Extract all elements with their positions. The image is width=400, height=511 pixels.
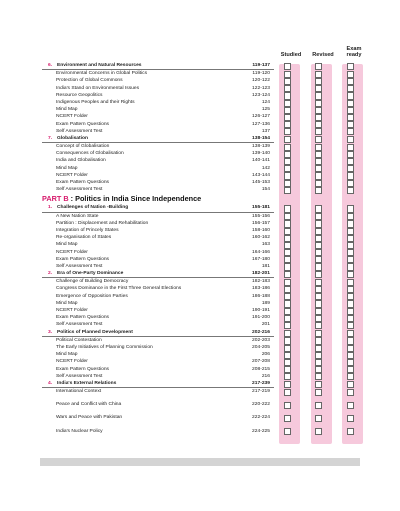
- studied-checkbox[interactable]: [284, 205, 291, 212]
- revised-checkbox[interactable]: [315, 213, 322, 220]
- page-range: 145-153: [252, 180, 270, 185]
- topic-row: [42, 366, 274, 373]
- part-title-text: : Politics in India Since Independence: [68, 194, 202, 204]
- exam-ready-checkbox[interactable]: [347, 256, 354, 263]
- revised-checkbox[interactable]: [315, 322, 322, 329]
- page-range: 143-144: [252, 172, 270, 178]
- revised-checkbox[interactable]: [315, 359, 322, 366]
- page-range: 119-137: [252, 63, 270, 68]
- exam-ready-checkbox[interactable]: [347, 136, 354, 143]
- topic-title: NCERT Folder: [56, 172, 88, 178]
- page-range: 139-140: [252, 151, 270, 157]
- studied-checkbox[interactable]: [284, 381, 291, 388]
- topic-title: Indigenous Peoples and their Rights: [56, 99, 135, 105]
- header-studied: Studied: [280, 52, 302, 58]
- topic-title: Re-organisation of States: [56, 235, 112, 241]
- revised-checkbox[interactable]: [315, 381, 322, 388]
- studied-checkbox[interactable]: [284, 279, 291, 286]
- topic-row: [42, 241, 274, 248]
- studied-checkbox[interactable]: [284, 187, 291, 194]
- exam-ready-checkbox[interactable]: [347, 71, 354, 78]
- topic-title: Peace and Conflict with China: [56, 402, 122, 408]
- studied-checkbox[interactable]: [284, 228, 291, 235]
- exam-ready-checkbox[interactable]: [347, 220, 354, 227]
- studied-checkbox[interactable]: [284, 389, 291, 396]
- topic-title: Mind Map: [56, 242, 78, 248]
- exam-ready-checkbox[interactable]: [347, 205, 354, 212]
- chapter-title: Globalisation: [57, 135, 88, 141]
- page-range: 120-122: [252, 78, 270, 84]
- chapter-number: 4.: [48, 380, 53, 386]
- topic-row: [42, 186, 274, 193]
- topic-title: Mind Map: [56, 352, 78, 358]
- studied-checkbox[interactable]: [284, 180, 291, 187]
- page-range: 217-239: [252, 380, 270, 386]
- page-range: 182-183: [252, 279, 270, 285]
- revised-checkbox[interactable]: [315, 373, 322, 380]
- topic-row: [42, 150, 274, 157]
- revised-checkbox[interactable]: [315, 293, 322, 300]
- page-range: 154: [261, 187, 270, 193]
- studied-checkbox[interactable]: [284, 172, 291, 179]
- page-range: 123-124: [252, 92, 270, 98]
- page-range: 182-201: [252, 271, 270, 277]
- exam-ready-checkbox[interactable]: [347, 359, 354, 366]
- page-range: 155-156: [252, 213, 270, 219]
- topic-title: Protection of Global Commons: [56, 78, 123, 84]
- exam-ready-checkbox[interactable]: [347, 345, 354, 352]
- page-range: 164-166: [252, 249, 270, 255]
- studied-checkbox[interactable]: [284, 151, 291, 158]
- topic-row: [42, 143, 274, 150]
- chapter-number: 6.: [48, 63, 53, 68]
- page-range: 190-191: [252, 308, 270, 313]
- exam-ready-checkbox[interactable]: [347, 144, 354, 151]
- topic-row: [42, 70, 274, 77]
- topic-row: [42, 213, 274, 220]
- topic-title: Wars and Peace with Pakistan: [56, 415, 123, 421]
- topic-row: [42, 234, 274, 241]
- revised-checkbox[interactable]: [315, 256, 322, 263]
- topic-row: [42, 227, 274, 234]
- studied-checkbox[interactable]: [284, 352, 291, 359]
- exam-ready-checkbox[interactable]: [347, 300, 354, 307]
- topic-row: [42, 220, 274, 227]
- page-range: 222-224: [252, 415, 270, 421]
- revised-checkbox[interactable]: [315, 180, 322, 187]
- exam-ready-checkbox[interactable]: [347, 78, 354, 85]
- topic-title: Consequences of Globalisation: [56, 151, 124, 157]
- topic-row: [42, 321, 274, 328]
- exam-ready-checkbox[interactable]: [347, 114, 354, 121]
- page-range: 207-208: [252, 359, 270, 365]
- topic-row: [42, 179, 274, 186]
- studied-checkbox[interactable]: [284, 322, 291, 329]
- exam-ready-checkbox[interactable]: [347, 315, 354, 322]
- exam-ready-checkbox[interactable]: [347, 121, 354, 128]
- topic-title: Self Assessment Test: [56, 128, 103, 134]
- revised-checkbox[interactable]: [315, 107, 322, 114]
- topic-title: International Context: [56, 389, 102, 395]
- page-range: 224-225: [252, 428, 270, 434]
- chapter-title: India's External Relations: [57, 380, 117, 386]
- topic-row: [42, 128, 274, 135]
- chapter-row: [42, 380, 274, 388]
- revised-checkbox[interactable]: [315, 187, 322, 194]
- header-exam-ready: [337, 46, 371, 58]
- studied-checkbox[interactable]: [284, 263, 291, 270]
- page-range: 204-205: [252, 344, 270, 350]
- studied-checkbox[interactable]: [284, 165, 291, 172]
- revised-checkbox[interactable]: [315, 279, 322, 286]
- topic-row: [42, 263, 274, 270]
- page-range: 124: [261, 99, 270, 105]
- exam-ready-checkbox[interactable]: [347, 249, 354, 256]
- topic-row: [42, 121, 274, 128]
- page-range: 140-141: [252, 158, 270, 164]
- revised-checkbox[interactable]: [315, 100, 322, 107]
- page-range: 186-188: [252, 293, 270, 299]
- studied-checkbox[interactable]: [284, 286, 291, 293]
- topic-title: Mind Map: [56, 165, 78, 171]
- chapter-title: Environment and Natural Resources: [57, 63, 142, 68]
- exam-ready-checkbox[interactable]: [347, 286, 354, 293]
- exam-ready-checkbox[interactable]: [347, 235, 354, 242]
- studied-checkbox[interactable]: [284, 373, 291, 380]
- topic-row: [42, 172, 274, 179]
- exam-ready-checkbox[interactable]: [347, 128, 354, 135]
- revised-checkbox[interactable]: [315, 220, 322, 227]
- chapter-title: Era of One-Party Dominance: [57, 271, 124, 277]
- table-of-contents: [42, 62, 274, 435]
- chapter-row: [42, 62, 274, 70]
- exam-ready-checkbox[interactable]: [347, 293, 354, 300]
- page-range: 160-162: [252, 235, 270, 241]
- topic-row: [42, 256, 274, 263]
- topic-row: [42, 344, 274, 351]
- topic-title: India and Globalisation: [56, 158, 106, 164]
- topic-row: [42, 165, 274, 172]
- page-range: 138-154: [252, 135, 270, 141]
- topic-title: India's Stand on Environmental Issues: [56, 85, 140, 91]
- revised-checkbox[interactable]: [315, 315, 322, 322]
- topic-title: India's Nuclear Policy: [56, 428, 103, 434]
- studied-checkbox[interactable]: [284, 337, 291, 344]
- topic-row: [42, 77, 274, 84]
- studied-checkbox[interactable]: [284, 213, 291, 220]
- topic-title: Resource Geopolitics: [56, 92, 103, 98]
- topic-row: [42, 428, 274, 435]
- page-range: 156-157: [252, 220, 270, 226]
- topic-title: Self Assessment Test: [56, 322, 103, 328]
- topic-title: Exam Pattern Questions: [56, 256, 110, 262]
- studied-checkbox[interactable]: [284, 158, 291, 165]
- page-range: 158-160: [252, 227, 270, 233]
- topic-row: [42, 307, 274, 314]
- topic-title: Integration of Princely States: [56, 227, 119, 233]
- studied-checkbox[interactable]: [284, 136, 291, 143]
- exam-ready-checkbox[interactable]: [347, 415, 354, 422]
- page-range: 137: [261, 128, 270, 134]
- page-range: 202-203: [252, 337, 270, 343]
- revised-checkbox[interactable]: [315, 402, 322, 409]
- page-range: 202-216: [252, 329, 270, 335]
- exam-ready-checkbox[interactable]: [347, 322, 354, 329]
- revised-checkbox[interactable]: [315, 415, 322, 422]
- revised-checkbox[interactable]: [315, 352, 322, 359]
- studied-checkbox[interactable]: [284, 345, 291, 352]
- topic-row: [42, 113, 274, 120]
- exam-ready-checkbox[interactable]: [347, 352, 354, 359]
- studied-checkbox[interactable]: [284, 114, 291, 121]
- studied-checkbox[interactable]: [284, 71, 291, 78]
- footer-bar: [40, 458, 360, 466]
- topic-title: Mind Map: [56, 300, 78, 306]
- exam-ready-checkbox[interactable]: [347, 100, 354, 107]
- studied-checkbox[interactable]: [284, 366, 291, 373]
- exam-ready-checkbox[interactable]: [347, 180, 354, 187]
- exam-ready-checkbox[interactable]: [347, 428, 354, 435]
- page-range: 206: [261, 352, 270, 358]
- topic-row: [42, 300, 274, 307]
- page-range: 216: [261, 373, 270, 379]
- page-range: 127-136: [252, 121, 270, 127]
- topic-title: Self Assessment Test: [56, 373, 103, 379]
- studied-checkbox[interactable]: [284, 428, 291, 435]
- revised-checkbox[interactable]: [315, 389, 322, 396]
- header-exam-ready-line2: ready: [346, 52, 362, 58]
- topic-title: Exam Pattern Questions: [56, 366, 110, 372]
- studied-checkbox[interactable]: [284, 63, 291, 70]
- exam-ready-checkbox[interactable]: [347, 85, 354, 92]
- topic-row: [42, 92, 274, 99]
- topic-title: Self Assessment Test: [56, 187, 103, 193]
- topic-title: Congress Dominance in the First Three General Elections: [56, 286, 182, 292]
- exam-ready-checkbox[interactable]: [347, 389, 354, 396]
- page-range: 122-123: [252, 85, 270, 91]
- studied-checkbox[interactable]: [284, 271, 291, 278]
- topic-title: NCERT Folder: [56, 359, 88, 365]
- topic-row: [42, 249, 274, 256]
- page-range: 119-120: [252, 71, 270, 77]
- studied-checkbox[interactable]: [284, 256, 291, 263]
- chapter-title: Challenges of Nation -Building: [57, 205, 129, 211]
- page-range: 138-139: [252, 144, 270, 150]
- chapter-number: 1.: [48, 205, 53, 211]
- revised-checkbox[interactable]: [315, 308, 322, 315]
- revised-checkbox[interactable]: [315, 271, 322, 278]
- revised-checkbox[interactable]: [315, 144, 322, 151]
- topic-title: Concept of Globalisation: [56, 144, 110, 150]
- topic-title: Challenge of Building Democracy: [56, 279, 129, 285]
- exam-ready-checkbox[interactable]: [347, 308, 354, 315]
- studied-checkbox[interactable]: [284, 359, 291, 366]
- chapter-number: 2.: [48, 271, 53, 277]
- topic-title: A New Nation State: [56, 213, 99, 219]
- studied-checkbox[interactable]: [284, 121, 291, 128]
- exam-ready-checkbox[interactable]: [347, 158, 354, 165]
- revised-checkbox[interactable]: [315, 63, 322, 70]
- topic-row: [42, 337, 274, 344]
- revised-checkbox[interactable]: [315, 249, 322, 256]
- exam-ready-checkbox[interactable]: [347, 337, 354, 344]
- revised-checkbox[interactable]: [315, 151, 322, 158]
- revised-checkbox[interactable]: [315, 345, 322, 352]
- page-range: 189: [261, 300, 270, 306]
- exam-ready-checkbox[interactable]: [347, 228, 354, 235]
- revised-checkbox[interactable]: [315, 165, 322, 172]
- exam-ready-checkbox[interactable]: [347, 63, 354, 70]
- studied-checkbox[interactable]: [284, 293, 291, 300]
- exam-ready-checkbox[interactable]: [347, 107, 354, 114]
- studied-checkbox[interactable]: [284, 85, 291, 92]
- topic-row: [42, 414, 274, 421]
- exam-ready-checkbox[interactable]: [347, 187, 354, 194]
- studied-checkbox[interactable]: [284, 144, 291, 151]
- revised-checkbox[interactable]: [315, 85, 322, 92]
- header-revised: Revised: [312, 52, 334, 58]
- revised-checkbox[interactable]: [315, 136, 322, 143]
- revised-checkbox[interactable]: [315, 286, 322, 293]
- topic-title: NCERT Folder: [56, 249, 88, 255]
- exam-ready-checkbox[interactable]: [347, 366, 354, 373]
- topic-title: Self Assessment Test: [56, 263, 103, 269]
- topic-title: Exam Pattern Questions: [56, 121, 110, 127]
- studied-checkbox[interactable]: [284, 402, 291, 409]
- exam-ready-checkbox[interactable]: [347, 381, 354, 388]
- studied-checkbox[interactable]: [284, 308, 291, 315]
- topic-row: [42, 314, 274, 321]
- studied-checkbox[interactable]: [284, 220, 291, 227]
- page-range: 201: [261, 322, 270, 328]
- studied-checkbox[interactable]: [284, 249, 291, 256]
- exam-ready-checkbox[interactable]: [347, 402, 354, 409]
- topic-row: [42, 106, 274, 113]
- revised-checkbox[interactable]: [315, 242, 322, 249]
- revised-checkbox[interactable]: [315, 428, 322, 435]
- topic-row: [42, 157, 274, 164]
- chapter-number: 3.: [48, 329, 53, 335]
- topic-row: [42, 278, 274, 285]
- revised-checkbox[interactable]: [315, 228, 322, 235]
- exam-ready-checkbox[interactable]: [347, 151, 354, 158]
- page-range: 191-200: [252, 315, 270, 321]
- topic-row: [42, 401, 274, 408]
- studied-checkbox[interactable]: [284, 415, 291, 422]
- exam-ready-checkbox[interactable]: [347, 263, 354, 270]
- chapter-row: [42, 135, 274, 143]
- studied-checkbox[interactable]: [284, 107, 291, 114]
- topic-row: [42, 388, 274, 395]
- page-range: 155-181: [252, 205, 270, 211]
- topic-title: Partition : Displacement and Rehabilitation: [56, 220, 149, 226]
- topic-title: NCERT Folder: [56, 308, 88, 313]
- exam-ready-checkbox[interactable]: [347, 279, 354, 286]
- exam-ready-checkbox[interactable]: [347, 330, 354, 337]
- studied-checkbox[interactable]: [284, 242, 291, 249]
- page-range: 142: [261, 165, 270, 171]
- topic-row: [42, 99, 274, 106]
- part-title: [42, 194, 201, 204]
- topic-row: [42, 373, 274, 380]
- studied-checkbox[interactable]: [284, 92, 291, 99]
- revised-checkbox[interactable]: [315, 121, 322, 128]
- exam-ready-checkbox[interactable]: [347, 165, 354, 172]
- chapter-number: 7.: [48, 135, 53, 141]
- topic-title: Political Contestation: [56, 337, 102, 343]
- topic-row: [42, 351, 274, 358]
- topic-row: [42, 293, 274, 300]
- page-range: 126-127: [252, 114, 270, 120]
- page-range: 208-215: [252, 366, 270, 372]
- topic-row: [42, 85, 274, 92]
- topic-title: Environmental Concerns in Global Politics: [56, 71, 148, 77]
- exam-ready-checkbox[interactable]: [347, 172, 354, 179]
- revised-checkbox[interactable]: [315, 128, 322, 135]
- revised-checkbox[interactable]: [315, 114, 322, 121]
- revised-checkbox[interactable]: [315, 337, 322, 344]
- revised-checkbox[interactable]: [315, 92, 322, 99]
- revised-checkbox[interactable]: [315, 235, 322, 242]
- chapter-title: Politics of Planned Development: [57, 329, 133, 335]
- page-range: 167-180: [252, 256, 270, 262]
- topic-title: The Early Initiatives of Planning Commission: [56, 344, 153, 350]
- page-range: 217-219: [252, 389, 270, 395]
- page-range: 183-186: [252, 286, 270, 292]
- exam-ready-checkbox[interactable]: [347, 271, 354, 278]
- studied-checkbox[interactable]: [284, 128, 291, 135]
- chapter-row: [42, 329, 274, 337]
- revised-checkbox[interactable]: [315, 300, 322, 307]
- part-heading: [42, 194, 274, 204]
- revised-checkbox[interactable]: [315, 330, 322, 337]
- chapter-row: [42, 204, 274, 212]
- topic-row: [42, 285, 274, 292]
- studied-checkbox[interactable]: [284, 300, 291, 307]
- part-label: PART B: [42, 194, 69, 204]
- header-exam-ready-line1: Exam: [346, 46, 362, 52]
- revised-checkbox[interactable]: [315, 158, 322, 165]
- revised-checkbox[interactable]: [315, 205, 322, 212]
- studied-checkbox[interactable]: [284, 330, 291, 337]
- chapter-row: [42, 270, 274, 278]
- revised-checkbox[interactable]: [315, 366, 322, 373]
- revised-checkbox[interactable]: [315, 71, 322, 78]
- studied-checkbox[interactable]: [284, 235, 291, 242]
- topic-title: Exam Pattern Questions: [56, 315, 110, 321]
- topic-title: Emergence of Opposition Parties: [56, 293, 128, 299]
- page-range: 163: [261, 242, 270, 248]
- exam-ready-checkbox[interactable]: [347, 242, 354, 249]
- page-range: 125: [261, 107, 270, 113]
- revised-checkbox[interactable]: [315, 263, 322, 270]
- exam-ready-checkbox[interactable]: [347, 373, 354, 380]
- studied-checkbox[interactable]: [284, 78, 291, 85]
- page-range: 220-222: [252, 402, 270, 408]
- exam-ready-checkbox[interactable]: [347, 213, 354, 220]
- studied-checkbox[interactable]: [284, 315, 291, 322]
- page-range: 181: [261, 263, 270, 269]
- topic-title: NCERT Folder: [56, 114, 88, 120]
- exam-ready-checkbox[interactable]: [347, 92, 354, 99]
- revised-checkbox[interactable]: [315, 172, 322, 179]
- topic-title: Exam Pattern Questions: [56, 180, 110, 185]
- studied-checkbox[interactable]: [284, 100, 291, 107]
- topic-title: Mind Map: [56, 107, 78, 113]
- revised-checkbox[interactable]: [315, 78, 322, 85]
- topic-row: [42, 358, 274, 365]
